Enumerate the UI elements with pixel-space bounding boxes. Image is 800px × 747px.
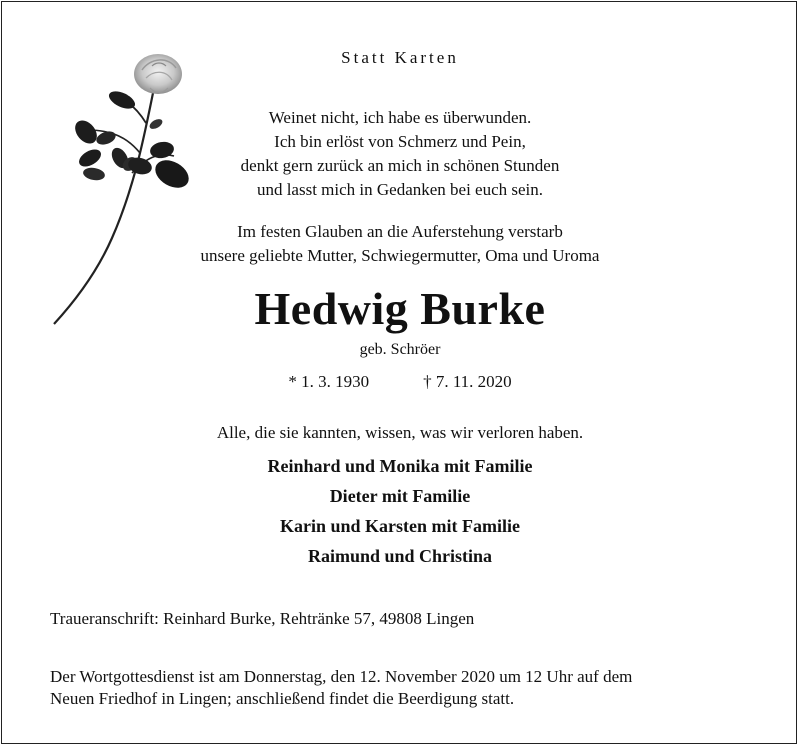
service-info	[50, 666, 750, 710]
poem	[0, 106, 800, 202]
deceased-name: Hedwig Burke	[254, 283, 546, 334]
poem-line: denkt gern zurück an mich in schönen Stunden	[240, 156, 560, 175]
intro-line: unsere geliebte Mutter, Schwiegermutter, Oma und Uroma	[200, 246, 600, 265]
header-statt-karten: Statt Karten	[341, 48, 459, 67]
poem-line: Ich bin erlöst von Schmerz und Pein,	[274, 132, 526, 151]
family-entry: Karin und Karsten mit Familie	[280, 516, 520, 536]
mourning-address: Traueranschrift: Reinhard Burke, Rehtränke 57, 49808 Lingen	[50, 609, 475, 628]
intro-line: Im festen Glauben an die Auferstehung verstarb	[237, 222, 563, 241]
service-line: Neuen Friedhof in Lingen; anschließend findet die Beerdigung statt.	[50, 689, 515, 708]
poem-line: Weinet nicht, ich habe es überwunden.	[268, 108, 532, 127]
intro-text	[0, 220, 800, 268]
life-dates	[0, 372, 800, 392]
family-list	[0, 451, 800, 571]
mourning-line: Alle, die sie kannten, wissen, was wir verloren haben.	[216, 423, 584, 442]
family-entry: Reinhard und Monika mit Familie	[267, 456, 533, 476]
death-date: † 7. 11. 2020	[423, 372, 512, 391]
birth-date: * 1. 3. 1930	[288, 372, 370, 391]
poem-line: und lasst mich in Gedanken bei euch sein.	[256, 180, 544, 199]
family-entry: Dieter mit Familie	[329, 486, 471, 506]
birth-name: geb. Schröer	[359, 341, 441, 358]
service-line: Der Wortgottesdienst ist am Donnerstag, den 12. November 2020 um 12 Uhr auf dem	[50, 667, 633, 686]
family-entry: Raimund und Christina	[307, 546, 493, 566]
